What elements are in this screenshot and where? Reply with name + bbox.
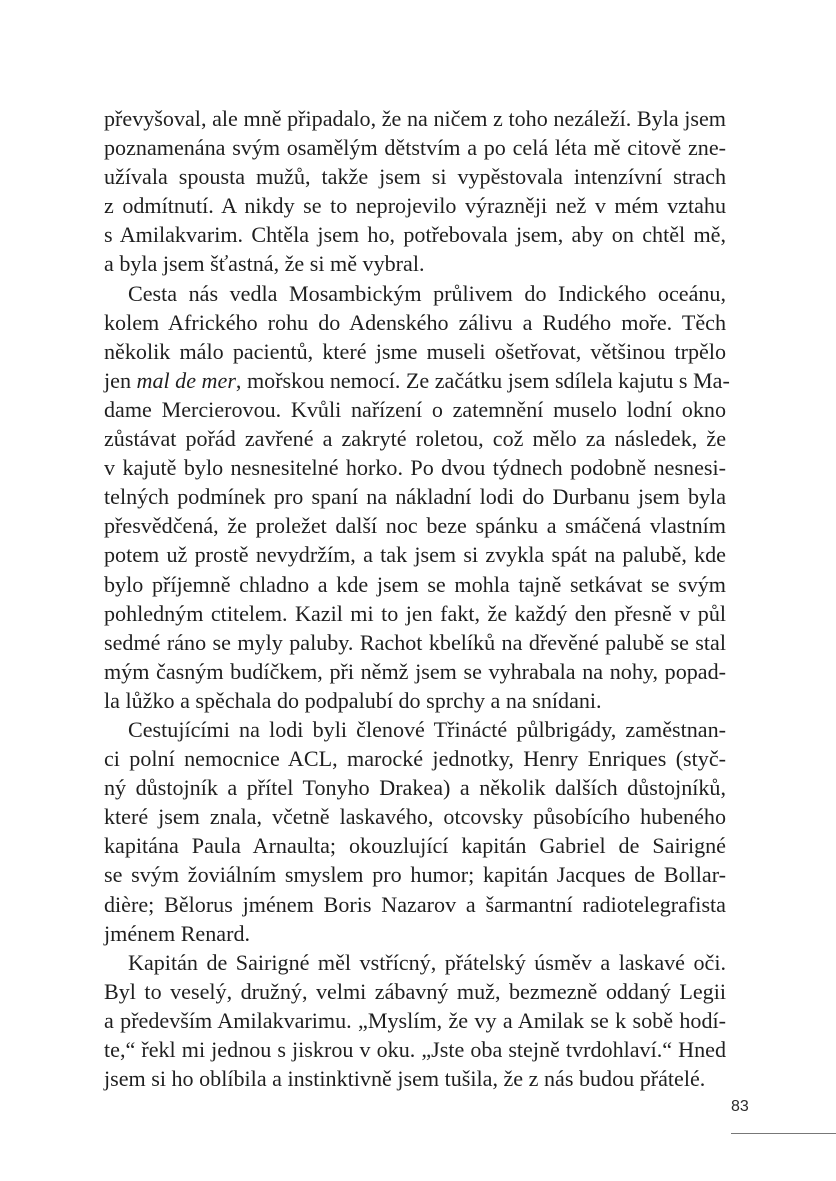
paragraph	[104, 948, 726, 1093]
text-line	[104, 308, 726, 337]
text-run: Cestujícími na lodi byli členové Třinácté půlbrigády, zaměstnan-	[128, 716, 726, 742]
text-run: přesvědčená, že proležet další noc beze spánku a smáčená vlastním	[104, 513, 726, 539]
body-text	[104, 104, 730, 1093]
text-line	[104, 104, 726, 133]
text-run: převyšoval, ale mně připadalo, že na ničem z toho nezáleží. Byla jsem	[104, 106, 726, 131]
text-line	[104, 599, 726, 628]
text-run: užívala spousta mužů, takže jsem si vypěstovala intenzívní strach	[104, 164, 726, 190]
italic-phrase: mal de mer	[136, 367, 236, 393]
text-run: z odmítnutí. A nikdy se to neprojevilo výrazněji než v mém vztahu	[104, 193, 726, 219]
text-run: dière; Bělorus jménem Boris Nazarov a šarmantní radiotelegrafista	[104, 891, 726, 917]
text-line	[104, 220, 726, 249]
text-run: jen	[104, 367, 137, 393]
text-line	[104, 366, 730, 395]
text-line	[104, 1064, 726, 1093]
text-run: , mořskou nemocí. Ze začátku jsem sdílela kajutu s Ma-	[235, 367, 730, 393]
text-line	[104, 279, 726, 308]
text-line	[104, 482, 726, 511]
text-line	[104, 890, 726, 919]
text-run: jménem Renard.	[104, 920, 251, 946]
text-run: Byl to veselý, družný, velmi zábavný muž, bezmezně oddaný Legii	[104, 978, 726, 1004]
text-run: ný důstojník a přítel Tonyho Drakea) a několik dalších důstojníků,	[104, 775, 726, 801]
text-run: v kajutě bylo nesnesitelné horko. Po dvou týdnech podobně nesnesi-	[104, 455, 726, 481]
text-line	[104, 860, 726, 889]
text-line	[104, 511, 726, 540]
text-run: které jsem znala, včetně laskavého, otcovsky působícího hubeného	[104, 804, 726, 830]
text-run: kolem Afrického rohu do Adenského zálivu a Rudého moře. Těch	[104, 309, 726, 335]
text-line	[104, 1035, 726, 1064]
text-run: mým časným budíčkem, při němž jsem se vyhrabala na nohy, popad-	[104, 658, 726, 684]
text-line	[104, 802, 726, 831]
text-run: pohledným ctitelem. Kazil mi to jen fakt, že každý den přesně v půl	[104, 600, 726, 626]
text-line	[104, 337, 726, 366]
text-line	[104, 395, 726, 424]
text-line	[104, 686, 726, 715]
page-number: 83	[731, 1098, 749, 1115]
text-run: dame Mercierovou. Kvůli nařízení o zatemnění muselo lodní okno	[104, 396, 726, 422]
text-run: jsem si ho oblíbila a instinktivně jsem tušila, že z nás budou přátelé.	[104, 1066, 706, 1092]
text-run: ci polní nemocnice ACL, marocké jednotky, Henry Enriques (styč-	[104, 746, 726, 772]
text-run: poznamenána svým osamělým dětstvím a po celá léta mě citově zne-	[104, 135, 726, 161]
text-line	[104, 1006, 726, 1035]
text-line	[104, 191, 726, 220]
text-run: s Amilakvarim. Chtěla jsem ho, potřebovala jsem, aby on chtěl mě,	[104, 222, 726, 248]
paragraph	[104, 104, 726, 279]
text-run: Kapitán de Sairigné měl vstřícný, přátelský úsměv a laskavé oči.	[128, 949, 726, 975]
text-run: a především Amilakvarimu. „Myslím, že vy a Amilak se k sobě hodí-	[104, 1007, 726, 1033]
paragraph	[104, 715, 726, 948]
text-line	[104, 715, 726, 744]
text-run: potem už prostě nevydržím, a tak jsem si zvykla spát na palubě, kde	[104, 542, 726, 568]
text-line	[104, 831, 726, 860]
text-run: zůstávat pořád zavřené a zakryté roletou, což mělo za následek, že	[104, 426, 726, 452]
text-run: kapitána Paula Arnaulta; okouzlující kapitán Gabriel de Sairigné	[104, 833, 726, 859]
text-run: la lůžko a spěchala do podpalubí do sprchy a na snídani.	[104, 687, 602, 713]
text-run: bylo příjemně chladno a kde jsem se mohla tajně setkávat se svým	[104, 571, 726, 597]
text-line	[104, 133, 726, 162]
text-run: se svým žoviálním smyslem pro humor; kapitán Jacques de Bollar-	[104, 862, 726, 888]
text-line	[104, 948, 726, 977]
text-line	[104, 919, 726, 948]
text-run: telných podmínek pro spaní na nákladní lodi do Durbanu jsem byla	[104, 484, 726, 510]
text-line	[104, 773, 726, 802]
text-line	[104, 977, 726, 1006]
paragraph	[104, 279, 730, 715]
text-line	[104, 628, 726, 657]
text-line	[104, 424, 726, 453]
text-line	[104, 162, 726, 191]
text-line	[104, 540, 726, 569]
text-line	[104, 744, 726, 773]
text-line	[104, 453, 726, 482]
text-run: a byla jsem šťastná, že si mě vybral.	[104, 251, 425, 277]
text-run: několik málo pacientů, které jsme museli ošetřovat, většinou trpělo	[104, 338, 726, 364]
text-line	[104, 570, 726, 599]
text-line	[104, 249, 726, 278]
text-run: Cesta nás vedla Mosambickým průlivem do Indického oceánu,	[128, 280, 726, 306]
text-run: sedmé ráno se myly paluby. Rachot kbelíků na dřevěné palubě se stal	[104, 629, 726, 655]
text-run: te,“ řekl mi jednou s jiskrou v oku. „Jste oba stejně tvrdohlaví.“ Hned	[104, 1037, 726, 1062]
footer-rule	[731, 1133, 836, 1134]
text-line	[104, 657, 726, 686]
